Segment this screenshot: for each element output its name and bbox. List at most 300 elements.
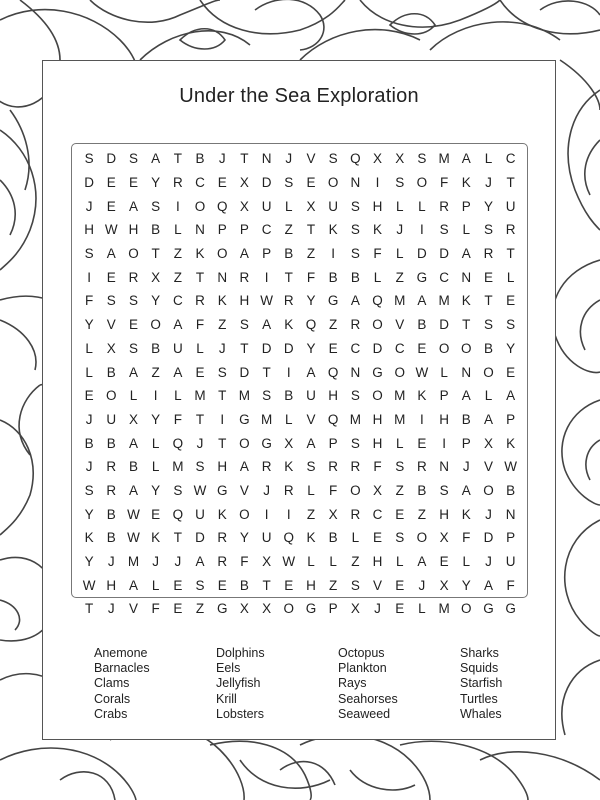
grid-letter: R: [239, 269, 250, 285]
grid-letter: L: [462, 554, 471, 570]
grid-letter: M: [394, 293, 406, 309]
grid-letter: W: [82, 577, 96, 593]
grid-letter: I: [331, 246, 336, 262]
grid-letter: M: [260, 411, 273, 427]
grid-letter: B: [328, 530, 338, 546]
grid-letter: L: [151, 435, 160, 451]
word-list-column: [460, 646, 540, 722]
grid-letter: J: [218, 340, 226, 356]
grid-letter: J: [85, 459, 93, 475]
grid-letter: R: [217, 530, 228, 546]
grid-letter: S: [84, 246, 94, 262]
grid-letter: J: [374, 601, 381, 617]
grid-letter: L: [351, 530, 360, 546]
grid-letter: Y: [84, 506, 94, 522]
grid-letter: E: [173, 601, 183, 617]
grid-letter: T: [484, 293, 493, 309]
grid-letter: C: [394, 340, 405, 356]
grid-letter: L: [85, 340, 93, 356]
grid-letter: N: [439, 459, 449, 475]
grid-letter: R: [217, 554, 228, 570]
grid-letter: X: [328, 506, 338, 522]
grid-letter: E: [106, 175, 116, 191]
grid-letter: Q: [172, 506, 184, 522]
grid-letter: X: [239, 601, 249, 617]
grid-letter: J: [85, 198, 93, 214]
grid-letter: K: [195, 246, 205, 262]
grid-letter: O: [239, 506, 250, 522]
grid-letter: R: [283, 482, 294, 498]
grid-letter: U: [172, 340, 183, 356]
grid-letter: H: [372, 554, 383, 570]
grid-letter: E: [328, 340, 338, 356]
grid-letter: Y: [84, 317, 94, 333]
grid-letter: X: [128, 411, 138, 427]
grid-letter: X: [284, 435, 294, 451]
grid-letter: E: [217, 175, 227, 191]
grid-letter: H: [439, 411, 449, 427]
grid-letter: S: [195, 459, 205, 475]
grid-letter: J: [263, 482, 270, 498]
word-list-item: Octopus: [338, 646, 385, 660]
word-list-item: Seaweed: [338, 706, 391, 721]
grid-letter: V: [106, 317, 116, 333]
grid-letter: F: [373, 246, 382, 262]
grid-letter: B: [106, 530, 116, 546]
grid-letter: S: [306, 459, 316, 475]
grid-letter: I: [442, 435, 446, 451]
grid-letter: J: [462, 459, 470, 475]
grid-letter: S: [439, 222, 449, 238]
word-list-column: [216, 646, 338, 722]
grid-letter: L: [395, 198, 404, 214]
word-list-item: Seahorses: [338, 691, 398, 706]
grid-letter: B: [461, 411, 471, 427]
grid-letter: R: [328, 459, 339, 475]
grid-letter: A: [506, 388, 516, 404]
grid-letter: Y: [483, 198, 493, 214]
grid-letter: J: [107, 554, 115, 570]
grid-letter: L: [129, 388, 138, 404]
grid-letter: A: [306, 364, 316, 380]
grid-letter: A: [417, 554, 427, 570]
grid-letter: T: [462, 317, 471, 333]
grid-letter: Q: [327, 411, 339, 427]
grid-letter: Z: [306, 246, 316, 262]
grid-letter: L: [85, 364, 93, 380]
grid-letter: Z: [173, 246, 182, 262]
grid-letter: K: [217, 506, 227, 522]
grid-letter: V: [373, 577, 383, 593]
grid-letter: D: [283, 340, 294, 356]
word-list-item: Anemone: [94, 646, 148, 660]
grid-letter: C: [439, 269, 449, 285]
grid-letter: L: [307, 554, 315, 570]
grid-letter: W: [415, 364, 429, 380]
grid-letter: L: [440, 364, 448, 380]
grid-letter: Y: [151, 482, 161, 498]
grid-letter: S: [350, 198, 360, 214]
grid-letter: T: [240, 151, 249, 167]
grid-letter: C: [350, 340, 361, 356]
grid-letter: I: [286, 364, 291, 380]
grid-letter: O: [327, 175, 339, 191]
word-list-item: Clams: [94, 676, 130, 691]
grid-letter: L: [174, 222, 182, 238]
grid-letter: A: [173, 364, 183, 380]
grid-letter: Z: [351, 554, 360, 570]
grid-letter: E: [417, 340, 427, 356]
grid-letter: C: [505, 151, 516, 167]
grid-letter: R: [439, 198, 449, 214]
grid-letter: B: [417, 317, 427, 333]
grid-letter: K: [373, 222, 383, 238]
grid-letter: S: [395, 530, 405, 546]
grid-letter: L: [174, 388, 182, 404]
word-list: [94, 646, 534, 722]
grid-letter: B: [151, 340, 161, 356]
grid-letter: U: [261, 198, 272, 214]
grid-letter: L: [395, 435, 404, 451]
grid-letter: F: [84, 293, 94, 309]
grid-letter: G: [505, 601, 516, 617]
grid-letter: L: [395, 554, 404, 570]
grid-letter: L: [151, 459, 160, 475]
grid-letter: Y: [506, 340, 516, 356]
grid-letter: M: [349, 411, 361, 427]
grid-letter: F: [329, 482, 338, 498]
grid-letter: D: [483, 530, 494, 546]
word-list-item: Rays: [338, 676, 367, 691]
grid-letter: R: [350, 459, 361, 475]
grid-letter: N: [350, 175, 361, 191]
grid-letter: P: [439, 388, 449, 404]
grid-letter: S: [350, 577, 360, 593]
grid-letter: A: [306, 435, 316, 451]
grid-letter: T: [262, 364, 271, 380]
grid-letter: X: [239, 198, 249, 214]
grid-letter: M: [238, 388, 251, 404]
grid-letter: B: [417, 482, 427, 498]
grid-letter: X: [483, 435, 493, 451]
grid-letter: J: [174, 554, 182, 570]
grid-letter: B: [350, 269, 360, 285]
grid-letter: Y: [306, 340, 316, 356]
grid-letter: K: [328, 222, 338, 238]
grid-letter: G: [483, 601, 494, 617]
grid-letter: Q: [216, 198, 228, 214]
grid-letter: O: [416, 530, 428, 546]
grid-letter: L: [285, 198, 293, 214]
word-list-item: Turtles: [460, 691, 498, 706]
grid-letter: A: [461, 151, 471, 167]
grid-letter: A: [461, 482, 471, 498]
word-list-item: Whales: [460, 706, 502, 721]
grid-letter: E: [395, 601, 405, 617]
grid-letter: K: [151, 530, 161, 546]
grid-letter: N: [195, 222, 205, 238]
grid-letter: D: [106, 151, 117, 167]
grid-letter: H: [372, 411, 383, 427]
grid-letter: R: [350, 317, 361, 333]
grid-letter: L: [151, 577, 160, 593]
word-list-item: Jellyfish: [216, 676, 261, 691]
grid-letter: T: [262, 577, 271, 593]
grid-letter: S: [483, 222, 493, 238]
grid-letter: H: [84, 222, 94, 238]
grid-letter: X: [350, 601, 360, 617]
grid-letter: T: [173, 151, 182, 167]
grid-letter: H: [372, 198, 383, 214]
grid-letter: Q: [372, 293, 383, 309]
grid-letter: O: [438, 340, 450, 356]
grid-letter: F: [439, 175, 449, 191]
word-list-item: Corals: [94, 691, 131, 706]
grid-letter: W: [127, 506, 140, 522]
word-list-item: Krill: [216, 691, 237, 706]
grid-letter: X: [373, 482, 383, 498]
grid-letter: I: [175, 198, 180, 214]
grid-letter: L: [196, 340, 204, 356]
grid-letter: H: [106, 577, 117, 593]
grid-letter: B: [106, 364, 116, 380]
grid-letter: U: [306, 388, 316, 404]
grid-letter: I: [220, 411, 225, 427]
grid-letter: K: [84, 530, 94, 546]
grid-letter: L: [462, 222, 471, 238]
grid-letter: D: [261, 175, 272, 191]
grid-letter: J: [85, 411, 93, 427]
word-list-item: Eels: [216, 661, 241, 676]
grid-letter: G: [372, 364, 383, 380]
word-list-item: Barnacles: [94, 661, 150, 676]
grid-letter: R: [350, 506, 361, 522]
grid-letter: A: [128, 435, 138, 451]
grid-letter: X: [373, 151, 383, 167]
grid-letter: Z: [173, 269, 182, 285]
grid-letter: F: [306, 269, 316, 285]
grid-letter: B: [195, 151, 205, 167]
grid-letter: K: [284, 459, 294, 475]
word-list-item: Crabs: [94, 706, 128, 721]
grid-letter: P: [239, 222, 249, 238]
grid-letter: S: [128, 151, 138, 167]
grid-letter: I: [286, 506, 291, 522]
grid-letter: X: [439, 577, 449, 593]
grid-letter: X: [151, 269, 161, 285]
grid-letter: A: [173, 317, 183, 333]
grid-letter: J: [152, 554, 160, 570]
grid-letter: E: [506, 293, 516, 309]
grid-letter: E: [173, 577, 183, 593]
grid-letter: O: [416, 175, 428, 191]
grid-letter: A: [262, 317, 272, 333]
grid-letter: S: [350, 246, 360, 262]
grid-letter: L: [506, 269, 515, 285]
grid-letter: H: [128, 222, 139, 238]
grid-letter: B: [284, 246, 294, 262]
grid-letter: O: [150, 317, 161, 333]
grid-letter: F: [373, 459, 382, 475]
letter-grid-frame: [71, 143, 528, 617]
grid-letter: O: [216, 246, 228, 262]
grid-letter: Y: [151, 411, 161, 427]
grid-letter: M: [194, 388, 206, 404]
grid-letter: S: [483, 317, 493, 333]
grid-letter: K: [461, 506, 471, 522]
grid-letter: M: [394, 388, 406, 404]
grid-letter: E: [106, 198, 116, 214]
grid-letter: V: [306, 411, 316, 427]
grid-letter: A: [128, 577, 138, 593]
grid-letter: H: [372, 435, 383, 451]
grid-letter: U: [195, 506, 205, 522]
grid-letter: F: [195, 317, 205, 333]
grid-letter: R: [195, 293, 205, 309]
grid-letter: V: [239, 482, 249, 498]
grid-letter: L: [307, 482, 315, 498]
grid-letter: Z: [306, 506, 316, 522]
grid-letter: D: [239, 364, 250, 380]
grid-letter: I: [87, 269, 91, 285]
grid-letter: M: [438, 151, 450, 167]
grid-letter: L: [329, 554, 337, 570]
grid-letter: J: [418, 577, 426, 593]
grid-letter: J: [485, 554, 492, 570]
grid-letter: P: [262, 246, 272, 262]
grid-letter: Z: [195, 601, 205, 617]
grid-letter: S: [506, 317, 516, 333]
grid-letter: L: [285, 411, 293, 427]
grid-letter: R: [417, 459, 427, 475]
grid-letter: K: [506, 435, 516, 451]
puzzle-sheet: [42, 60, 556, 740]
grid-letter: Z: [395, 482, 404, 498]
grid-letter: V: [395, 317, 405, 333]
grid-letter: F: [151, 601, 160, 617]
grid-letter: U: [106, 411, 117, 427]
grid-letter: K: [306, 530, 316, 546]
grid-letter: N: [261, 151, 272, 167]
grid-letter: Z: [329, 577, 338, 593]
grid-letter: O: [394, 364, 405, 380]
grid-letter: E: [506, 364, 516, 380]
grid-letter: X: [439, 530, 449, 546]
grid-letter: J: [396, 222, 404, 238]
grid-letter: J: [485, 175, 492, 191]
grid-letter: U: [261, 530, 272, 546]
grid-letter: E: [128, 175, 138, 191]
grid-letter: E: [106, 269, 116, 285]
grid-letter: X: [262, 554, 272, 570]
grid-letter: A: [483, 577, 493, 593]
grid-letter: D: [195, 530, 205, 546]
grid-letter: A: [128, 198, 138, 214]
grid-letter: Y: [239, 530, 249, 546]
grid-letter: D: [417, 246, 427, 262]
grid-letter: R: [172, 175, 183, 191]
grid-letter: D: [439, 317, 449, 333]
word-list-item: Plankton: [338, 661, 387, 676]
word-list-item: Squids: [460, 661, 499, 676]
grid-letter: G: [239, 411, 250, 427]
grid-letter: A: [239, 459, 249, 475]
grid-letter: T: [306, 222, 316, 238]
grid-letter: E: [284, 577, 294, 593]
grid-letter: Q: [350, 151, 361, 167]
grid-letter: B: [506, 482, 516, 498]
grid-letter: P: [461, 198, 471, 214]
grid-letter: E: [395, 506, 405, 522]
grid-letter: E: [395, 577, 405, 593]
grid-letter: W: [193, 482, 207, 498]
grid-letter: W: [127, 530, 140, 546]
grid-letter: E: [195, 364, 205, 380]
grid-letter: E: [483, 269, 493, 285]
grid-letter: A: [461, 388, 471, 404]
grid-letter: O: [372, 317, 383, 333]
grid-letter: I: [420, 411, 424, 427]
grid-letter: Z: [395, 269, 404, 285]
grid-letter: R: [106, 482, 117, 498]
grid-letter: C: [195, 175, 205, 191]
puzzle-title: Under the Sea Exploration: [179, 85, 419, 107]
grid-letter: I: [264, 506, 269, 522]
grid-letter: H: [439, 506, 449, 522]
grid-letter: S: [395, 459, 405, 475]
grid-letter: S: [328, 151, 338, 167]
grid-letter: P: [506, 411, 516, 427]
grid-letter: M: [172, 459, 184, 475]
grid-letter: Y: [151, 293, 161, 309]
grid-letter: T: [284, 269, 293, 285]
grid-letter: A: [128, 482, 138, 498]
grid-letter: M: [394, 411, 406, 427]
grid-letter: J: [285, 151, 293, 167]
grid-letter: B: [151, 222, 161, 238]
grid-letter: S: [173, 482, 183, 498]
grid-letter: G: [216, 482, 228, 498]
grid-letter: A: [350, 293, 360, 309]
grid-letter: Z: [329, 317, 338, 333]
grid-letter: T: [173, 530, 182, 546]
grid-letter: A: [461, 246, 471, 262]
grid-letter: S: [217, 364, 227, 380]
grid-letter: J: [218, 151, 226, 167]
grid-letter: O: [461, 340, 472, 356]
grid-letter: G: [327, 293, 339, 309]
grid-letter: R: [261, 459, 272, 475]
grid-letter: S: [350, 388, 360, 404]
grid-letter: T: [218, 388, 227, 404]
grid-letter: N: [350, 364, 361, 380]
grid-letter: B: [128, 459, 138, 475]
grid-letter: S: [195, 577, 205, 593]
grid-letter: V: [306, 151, 316, 167]
grid-letter: V: [483, 459, 493, 475]
grid-letter: Q: [283, 530, 295, 546]
grid-letter: Y: [151, 175, 161, 191]
grid-letter: G: [305, 601, 317, 617]
grid-letter: O: [350, 482, 361, 498]
grid-letter: A: [195, 554, 205, 570]
grid-letter: S: [439, 482, 449, 498]
grid-letter: N: [505, 506, 516, 522]
grid-letter: L: [395, 246, 404, 262]
grid-letter: E: [306, 175, 316, 191]
grid-letter: W: [260, 293, 273, 309]
grid-letter: T: [195, 411, 205, 427]
